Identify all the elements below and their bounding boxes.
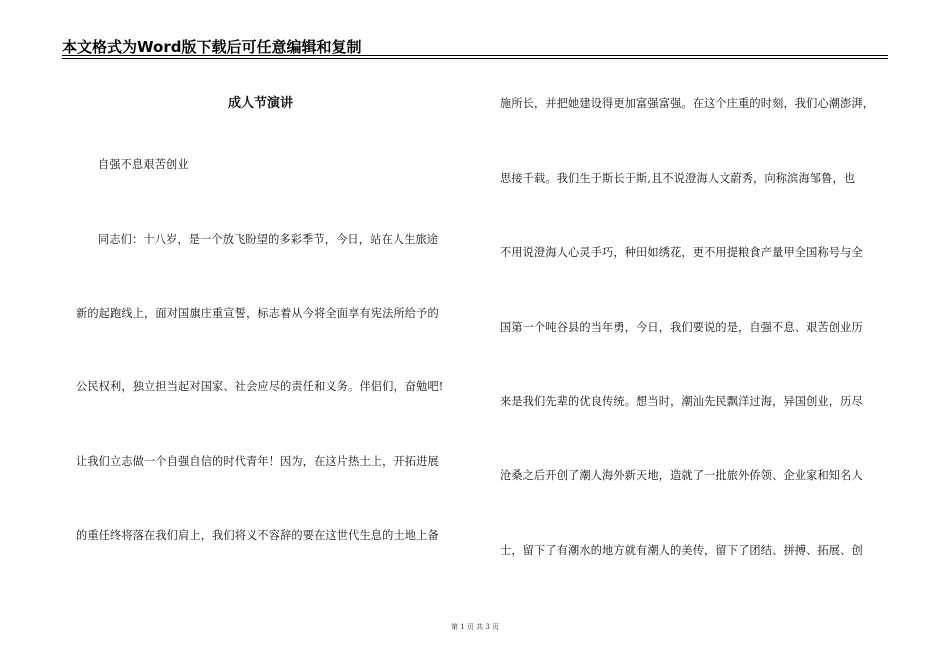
paragraph-line: 施所长，并把她建设得更加富强富强。在这个庄重的时刻，我们心潮澎湃， xyxy=(500,97,875,110)
paragraph-line: 新的起跑线上，面对国旗庄重宣誓，标志着从今将全面享有宪法所给予的 xyxy=(76,307,439,320)
paragraph-line: 士，留下了有潮水的地方就有潮人的美传，留下了团结、拼搏、拓展、创 xyxy=(500,544,863,557)
paragraph-line: 思接千载。我们生于斯长于斯,且不说澄海人文蔚秀，向称滨海邹鲁，也 xyxy=(500,172,856,185)
document-subtitle: 自强不息艰苦创业 xyxy=(98,158,189,171)
header-rule-thick xyxy=(62,55,888,56)
document-header-banner: 本文格式为Word版下载后可任意编辑和复制 xyxy=(62,38,362,56)
paragraph-line: 国第一个吨谷县的当年勇，今日，我们要说的是，自强不息、艰苦创业历 xyxy=(500,321,863,334)
paragraph-line: 同志们：十八岁，是一个放飞盼望的多彩季节，今日，站在人生旅途 xyxy=(98,233,439,246)
paragraph-line: 让我们立志做一个自强自信的时代青年！因为，在这片热土上，开拓进展 xyxy=(76,455,439,468)
paragraph-line: 沧桑之后开创了潮人海外新天地，造就了一批旅外侨领、企业家和知名人 xyxy=(500,469,863,482)
paragraph-line: 公民权利，独立担当起对国家、社会应尽的责任和义务。伴侣们，奋勉吧! xyxy=(76,380,444,393)
paragraph-line: 不用说澄海人心灵手巧，种田如绣花，更不用提粮食产量甲全国称号与全 xyxy=(500,246,863,259)
page-number-footer: 第 1 页 共 3 页 xyxy=(450,623,500,631)
document-title: 成人节演讲 xyxy=(228,96,294,111)
header-rule-thin xyxy=(62,58,888,59)
paragraph-line: 来是我们先辈的优良传统。想当时，潮汕先民飘洋过海，异国创业，历尽 xyxy=(500,395,863,408)
paragraph-line: 的重任终将落在我们肩上，我们将义不容辞的要在这世代生息的土地上备 xyxy=(76,529,439,542)
